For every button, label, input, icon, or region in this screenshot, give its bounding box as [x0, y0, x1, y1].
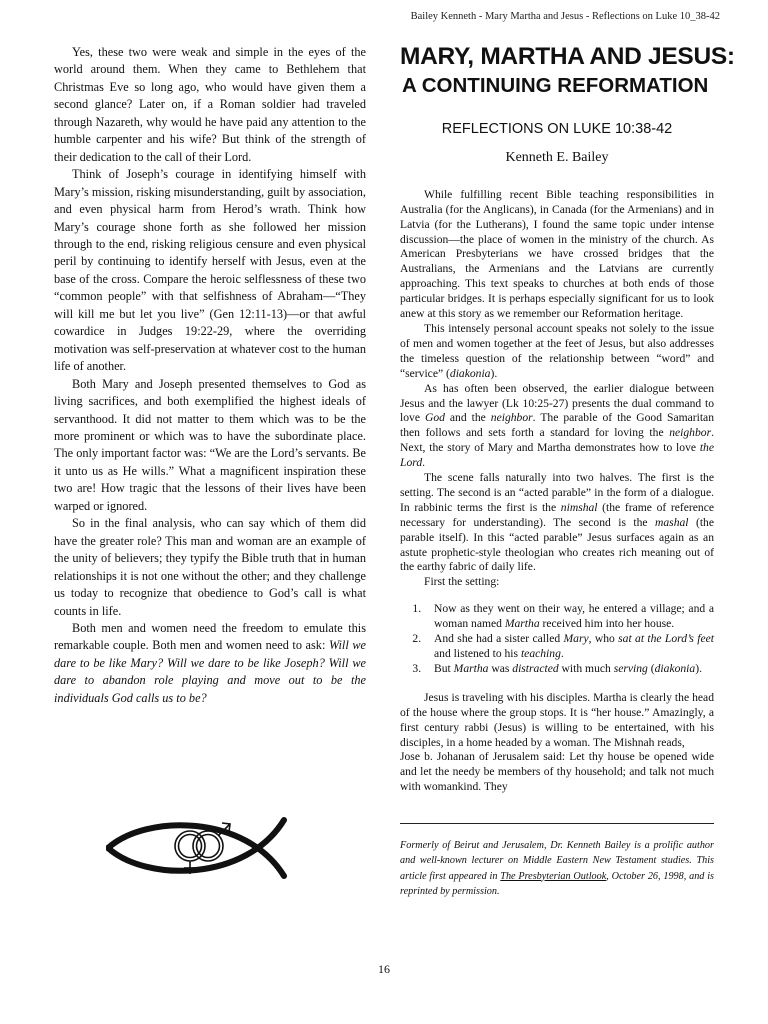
text-run: Both men and women need the freedom to emulate this remarkable couple. Both men and women need to ask: — [54, 620, 366, 653]
text-run: and listened to his — [434, 647, 521, 660]
italic-term: God — [424, 411, 445, 425]
text-run: . — [560, 647, 564, 660]
setting-list — [400, 602, 714, 677]
list-item — [424, 602, 714, 632]
article-title: MARY, MARTHA AND JESUS: — [400, 43, 735, 70]
paragraph: Jesus is traveling with his disciples. Martha is clearly the head of the house where the group stops. It is “her house.” Amazingly, a first century rabbi (Jesus) is willing to be entertained, with his disciples, in a home headed by a woman. The Mishnah reads, — [400, 690, 714, 749]
page-number: 16 — [378, 962, 390, 976]
mishnah-quote: Jose b. Johanan of Jerusalem said: Let thy house be opened wide and let the needy be members of thy household; and talk not much with womankind. They — [400, 750, 714, 794]
publication-title: The Presbyterian Outlook — [500, 870, 607, 882]
text-run: received him into her house. — [539, 617, 675, 631]
ichthys-emblem-icon — [106, 808, 306, 886]
text-run: with much — [558, 661, 614, 675]
footnote-divider — [400, 823, 714, 824]
text-run: The scene falls naturally into two halves. The first is the setting. The second is an “acted parable” in the form of a dialogue. In rabbinic terms the first is the — [400, 471, 714, 514]
text-run: , who — [588, 632, 619, 646]
paragraph — [400, 382, 714, 471]
paragraph — [400, 471, 714, 575]
text-run: . — [422, 456, 426, 470]
text-run: ). — [695, 661, 702, 675]
paragraph: While fulfilling recent Bible teaching responsibilities in Australia (for the Anglicans), in Canada (for the Armenians) and in Latvia (for the Lutherans), I found the same topic under intense discussion—the place of women in the ministry of the church. As American Presbyterians we have crossed bridges that the Australians, the Armenians and the Latvians are currently approaching. This text speaks to churches at both ends of those particular bridges. It is perhaps especially significant for us to look anew at this story as we remember our Reformation heritage. — [400, 187, 714, 321]
text-run: And she had a sister called — [434, 632, 564, 646]
text-run: This intensely personal account speaks not solely to the issue of men and women together at the feet of Jesus, but also addresses the timeless question of the relationship between “word” and “service” ( — [400, 321, 714, 380]
paragraph: Both Mary and Joseph presented themselves to God as living sacrifices, and both exemplified the highest ideals of servanthood. It did not matter to them which was to be the more prominent or which was to have the subordinate place. The only important factor was: “We are the Lord’s servants. Be it unto us as He wills.” What a magnificent inspiration these two are! How tragic that the lessons of their lives have been warped or ignored. — [54, 376, 366, 513]
paragraph: Yes, these two were weak and simple in the eyes of the world around them. When they came to Bethlehem that Christmas Eve so long ago, who would have given them a second glance? Later on, if a Roman soldier had traveled through Nazareth, why would he have paid any attention to the humble carpenter and his wife? But think of the strength of their dedication to the call of their Lord. — [54, 45, 366, 164]
text-run: As has often been observed, the earlier dialogue between Jesus and the lawyer (Lk 10:25-27) presents the dual command to love — [400, 381, 714, 425]
italic-term: sat at the Lord’s feet — [618, 632, 714, 646]
text-run: (the parable itself). In this “acted parable” Jesus surfaces again as an astute prophetic-style theologian who creates rich meaning out of the earthy fabric of daily life. — [400, 515, 714, 574]
paragraph: First the setting: — [424, 575, 500, 589]
paragraph — [400, 322, 714, 382]
article-subtitle: REFLECTIONS ON LUKE 10:38-42 — [441, 121, 673, 137]
italic-term: neighbor — [490, 411, 533, 425]
italic-term: distracted — [512, 661, 559, 675]
text-run: and the — [444, 411, 491, 425]
italic-term: nimshal — [560, 500, 598, 514]
text-run: Formerly of Beirut and Jerusalem, Dr. Kenneth Bailey is a prolific author and well-known lecturer on Middle Eastern New Testament studies. This article first appeared in — [400, 840, 714, 882]
italic-term: Martha — [504, 617, 540, 631]
italic-term: diakonia — [449, 366, 491, 380]
text-run: . The parable of the Good Samaritan then follows and sets forth a standard for loving the — [400, 411, 715, 440]
italic-term: the Lord — [400, 441, 714, 470]
author-byline: Kenneth E. Bailey — [505, 149, 609, 165]
text-run: But — [434, 661, 454, 675]
text-run: was — [488, 661, 513, 675]
italic-term: serving — [613, 661, 648, 675]
article-title-line2: A CONTINUING REFORMATION — [402, 74, 709, 97]
list-item — [424, 662, 714, 677]
text-run: . Next, the story of Mary and Martha demonstrates how to love — [400, 426, 714, 455]
paragraph: So in the final analysis, who can say which of them did have the greater role? This man and woman are an example of the unity of believers; they typify the Bible truth that in human relationships it is not one without the other; and they challenge us today to recognize that obedience to God’s call is what counts in life. — [54, 516, 366, 618]
italic-term: mashal — [655, 515, 689, 529]
right-column — [400, 43, 735, 899]
text-run: ( — [647, 661, 655, 675]
text-run: , October 26, 1998, and is reprinted by permission. — [400, 870, 714, 897]
author-footnote — [400, 838, 714, 899]
running-head: Bailey Kenneth - Mary Martha and Jesus - Reflections on Luke 10_38-42 — [410, 11, 720, 22]
italic-questions: Will we dare to be like Mary? Will we dare to be like Joseph? Will we dare to abandon role playing and move out to be the individuals God calls us to be? — [54, 638, 366, 705]
text-run: (the frame of reference necessary for understanding). The second is the — [400, 500, 714, 529]
italic-term: neighbor — [669, 426, 712, 440]
italic-term: Martha — [453, 661, 489, 675]
list-item — [424, 632, 714, 662]
text-run: ). — [490, 366, 498, 380]
paragraph — [54, 620, 366, 707]
text-run: Now as they went on their way, he entered a village; and a woman named — [434, 602, 714, 631]
paragraph: Think of Joseph’s courage in identifying himself with Mary’s mission, risking misunderstanding, guilt by association, and even physical harm from Herod’s wrath. Think how Mary’s courage shone forth as she followed her mission through to the end, risking religious censure and even physical peril by continuing to identify herself with Jesus, even at the base of the cross. Compare the heroic selflessness of these two “common people” with that selfishness of Abraham—“They will kill me but let you live” (Gen 12:11-13)—or that awful cowardice in Judges 19:22-29, where the overriding motivation was self-preservation at whatever cost to the human life of another. — [54, 167, 366, 374]
left-column — [54, 44, 366, 707]
italic-term: teaching — [520, 647, 561, 660]
italic-term: Mary — [563, 632, 589, 646]
italic-term: diakonia — [654, 661, 696, 675]
